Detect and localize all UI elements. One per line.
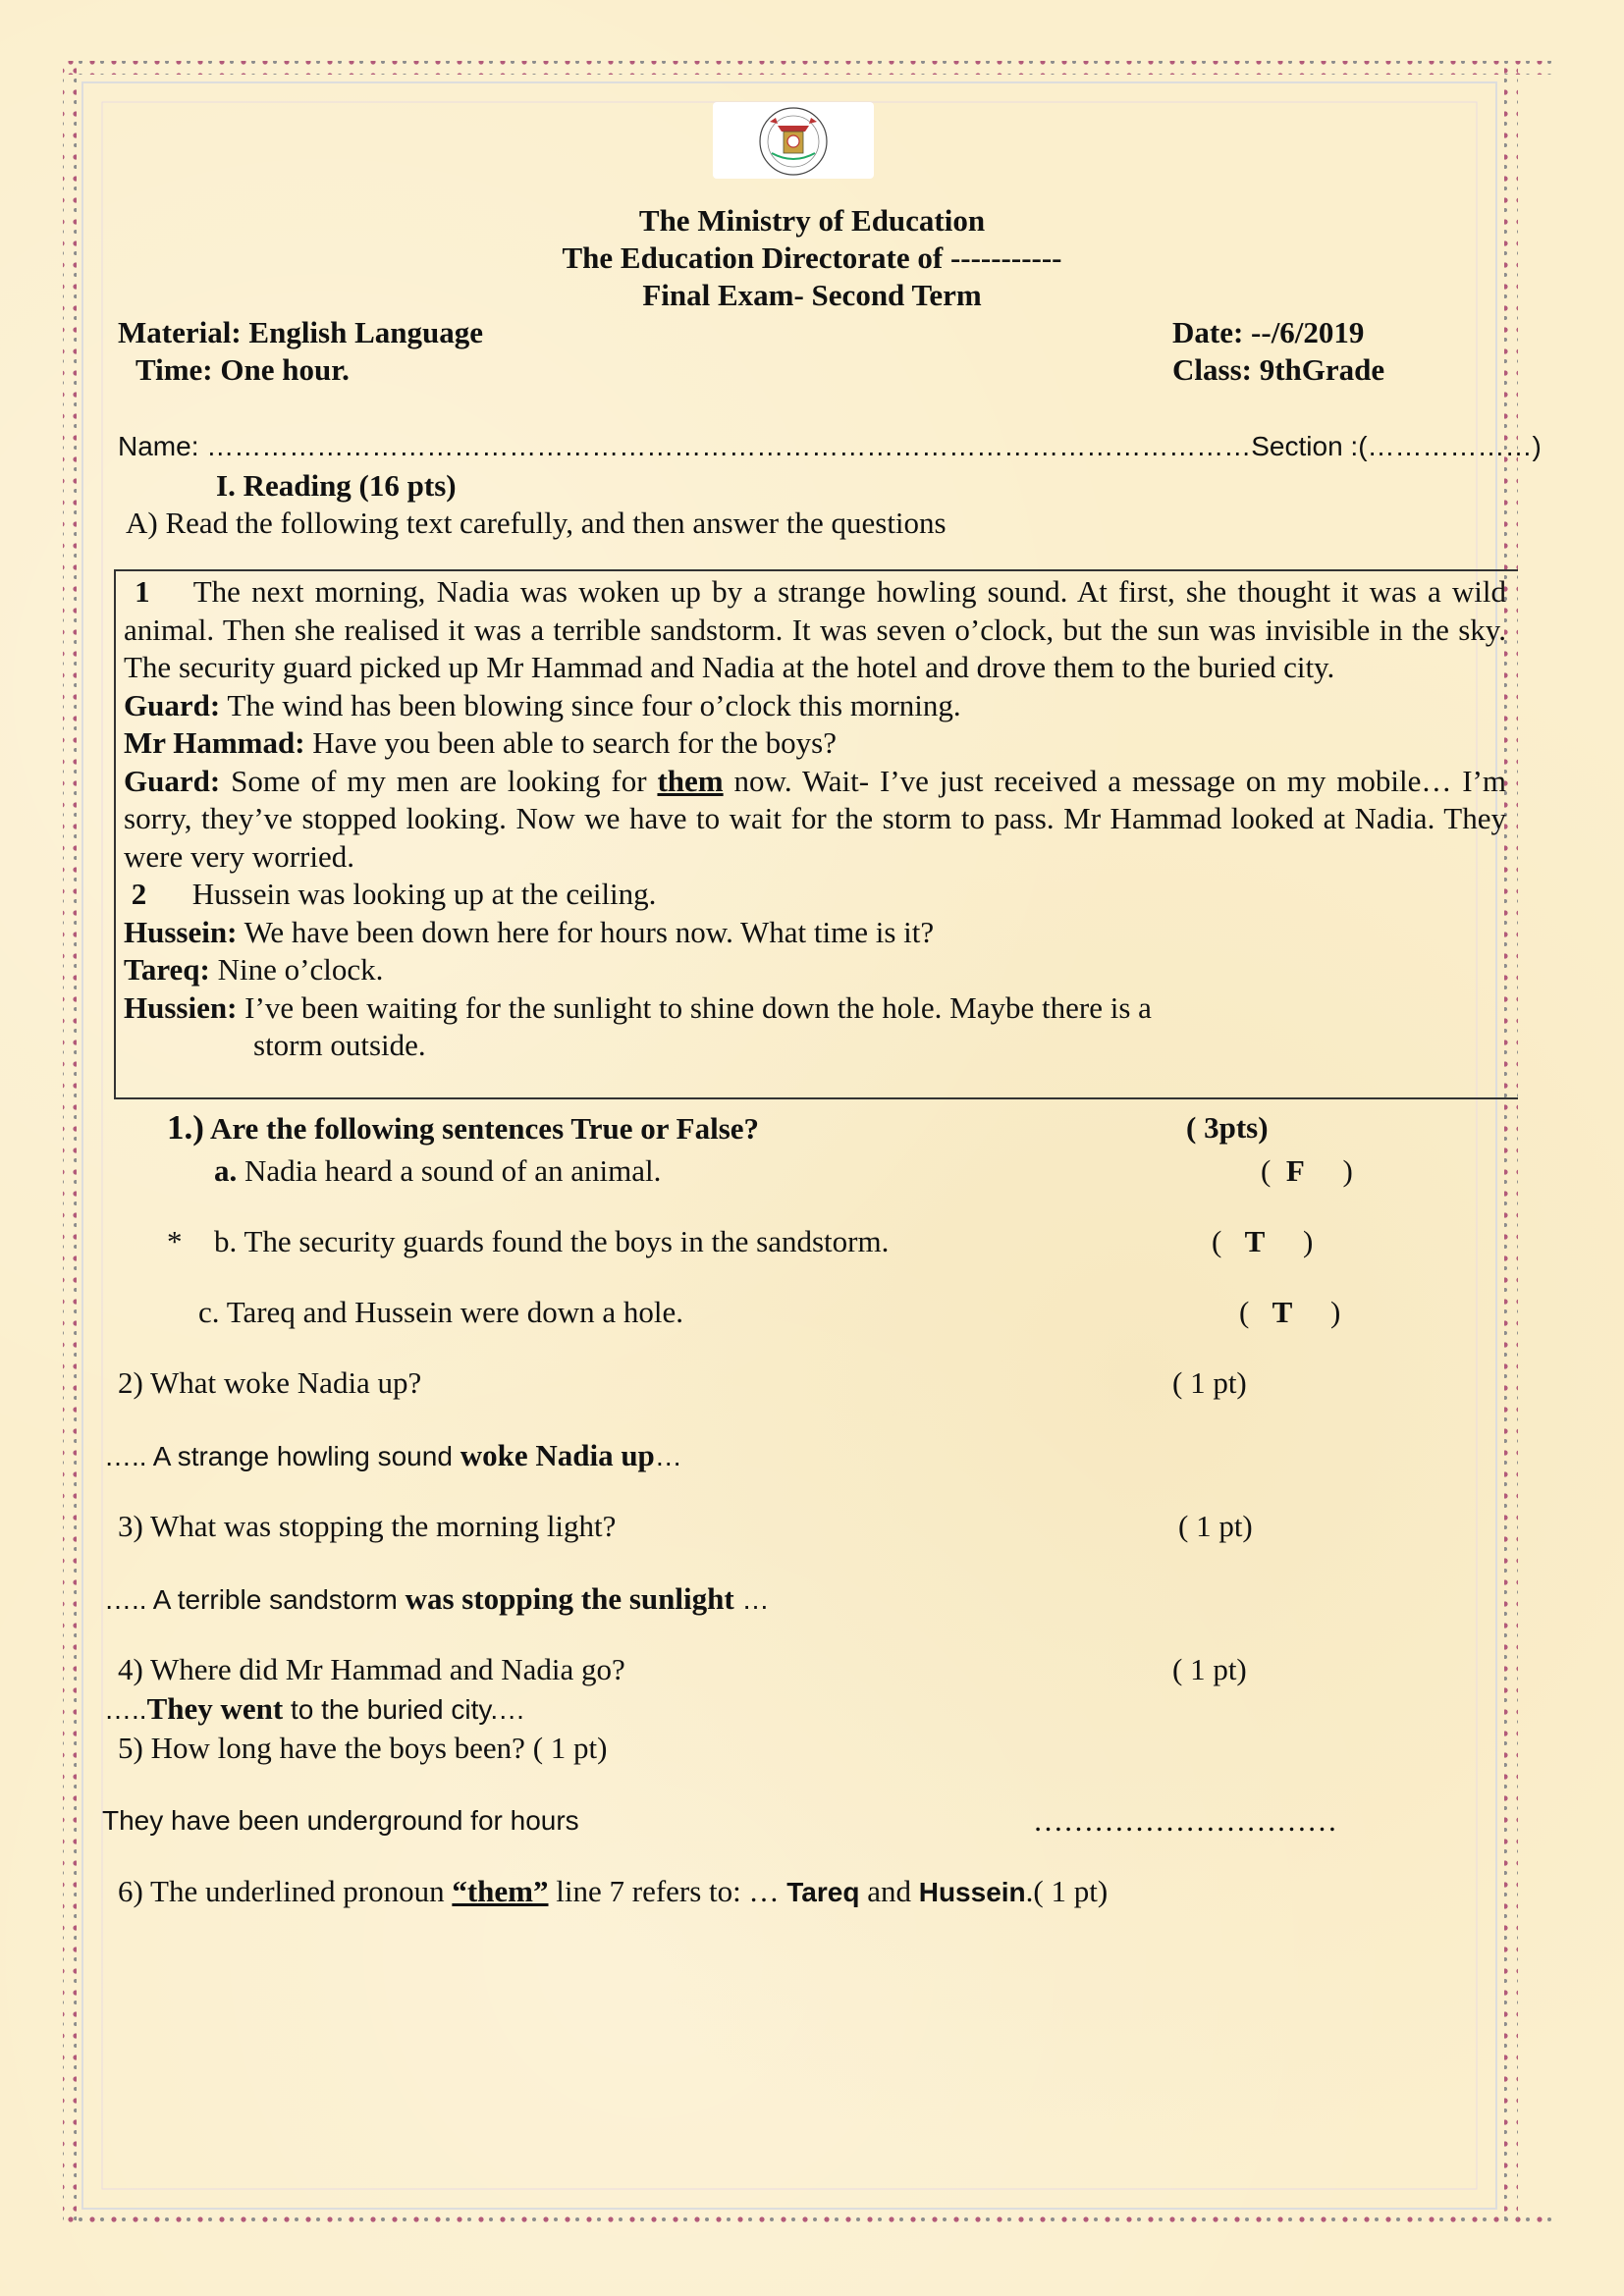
dialogue-line [124,989,1506,1028]
q1-answer-c: ( T ) [1239,1295,1341,1329]
q4-points: ( 1 pt) [1172,1652,1247,1686]
item-label: a. [214,1153,238,1188]
paragraph-number: 1 [135,574,150,609]
class-label: Class: 9thGrade [1172,352,1385,387]
q1-item-b-star: * [167,1224,183,1258]
speaker: Guard: [124,687,221,722]
line-text: The wind has been blowing since four o’clock this morning. [220,687,961,722]
dialogue-line [124,724,1506,763]
q1-title: Are the following sentences True or False? [209,1111,760,1146]
ministry-title: The Ministry of Education [638,203,986,238]
answer-text: … [733,1584,770,1615]
question-text: line 7 refers to: … [548,1874,787,1908]
q4-answer [104,1690,525,1729]
q3-points: ( 1 pt) [1178,1509,1253,1543]
item-text: Nadia heard a sound of an animal. [237,1153,662,1188]
material-label: Material: English Language [118,315,484,349]
line-text: Have you been able to search for the boys? [304,725,837,760]
paragraph-2 [124,876,1506,914]
q6-question [118,1873,1108,1911]
question-text: and [859,1874,919,1908]
reading-passage [114,569,1518,1099]
q5-answer-dots: ………………………… [1033,1803,1337,1838]
line-text: I’ve been waiting for the sunlight to shine down the hole. Maybe there is a [237,989,1152,1025]
dialogue-line [124,763,1506,877]
q2-question: 2) What woke Nadia up? [118,1365,422,1400]
section-title: I. Reading (16 pts) [216,468,457,503]
q3-answer [104,1580,769,1619]
dialogue-line [124,951,1506,989]
q1-number: 1.) [167,1108,204,1147]
q2-answer [104,1437,682,1475]
q5-answer: They have been underground for hours [102,1805,579,1836]
line-text: now. Wait- I’ve just received a message on my mobile… I’m sorry, they’ve stopped looking. Now we have to wait for the storm to pass. Mr Hammad looked at Nadia. They were very worried. [124,763,1506,874]
answer-text: ….. A strange howling sound [104,1441,460,1471]
exam-title: Final Exam- Second Term [642,278,982,312]
q1-item-c: c. Tareq and Hussein were down a hole. [198,1295,683,1329]
underlined-pronoun: “them” [452,1874,549,1908]
answer-text: ….. A terrible sandstorm [104,1584,406,1615]
name-section-line: Name: ……………………………………………………………………………………………………Section :(………………) [118,431,1542,461]
answer-bold: was stopping the sunlight [405,1581,734,1616]
section-instruction: A) Read the following text carefully, and then answer the questions [126,506,947,540]
answer-bold: woke Nadia up [460,1438,655,1472]
answer-value: T [1272,1295,1293,1329]
q3-question: 3) What was stopping the morning light? [118,1509,617,1543]
answer-value: F [1285,1153,1305,1188]
ministry-seal-logo [713,102,874,179]
q2-points: ( 1 pt) [1172,1365,1247,1400]
q1-points: ( 3pts) [1186,1110,1269,1145]
directorate-title: The Education Directorate of ----------- [562,240,1062,275]
q1-answer-b: ( T ) [1212,1224,1314,1258]
underlined-pronoun: them [657,763,724,798]
answer-text: … [654,1441,682,1471]
answer-bold: Hussein [918,1877,1026,1907]
answer-bold: They went [146,1691,291,1726]
q1-item-b: b. The security guards found the boys in the sandstorm. [214,1224,890,1258]
speaker: Mr Hammad: [124,725,305,760]
question-text: 6) The underlined pronoun [118,1874,453,1908]
answer-bold: Tareq [786,1877,860,1907]
time-label: Time: One hour. [135,352,350,387]
answer-value: T [1244,1224,1266,1258]
q1-item-a [214,1152,661,1190]
answer-text: ….. [104,1694,147,1725]
paragraph-number: 2 [131,877,147,911]
speaker: Hussien: [124,989,238,1025]
speaker: Hussein: [124,914,238,949]
dialogue-continuation: storm outside. [253,1028,426,1062]
q1-heading [167,1109,759,1148]
line-text: We have been down here for hours now. What time is it? [237,914,935,949]
question-text: .( 1 pt) [1025,1874,1109,1908]
q4-question: 4) Where did Mr Hammad and Nadia go? [118,1652,625,1686]
dialogue-line [124,914,1506,952]
q5-question: 5) How long have the boys been? ( 1 pt) [118,1731,608,1765]
line-text: Nine o’clock. [209,952,384,987]
paragraph-text: The next morning, Nadia was woken up by a strange howling sound. At first, she thought it was a wild animal. Then she realised it was a terrible sandstorm. It was seven o’clock, but the sun was invisible in the sky. The security guard picked up Mr Hammad and Nadia at the hotel and drove them to the buried city. [124,574,1507,684]
paragraph-text: Hussein was looking up at the ceiling. [191,877,657,911]
paragraph-1 [124,573,1506,687]
date-label: Date: --/6/2019 [1172,315,1365,349]
speaker: Guard: [124,763,221,798]
answer-text: to the buried city.… [290,1694,526,1725]
speaker: Tareq: [124,952,210,987]
line-text: Some of my men are looking for [220,763,658,798]
q1-answer-a: ( F ) [1261,1153,1353,1188]
dialogue-line [124,687,1506,725]
